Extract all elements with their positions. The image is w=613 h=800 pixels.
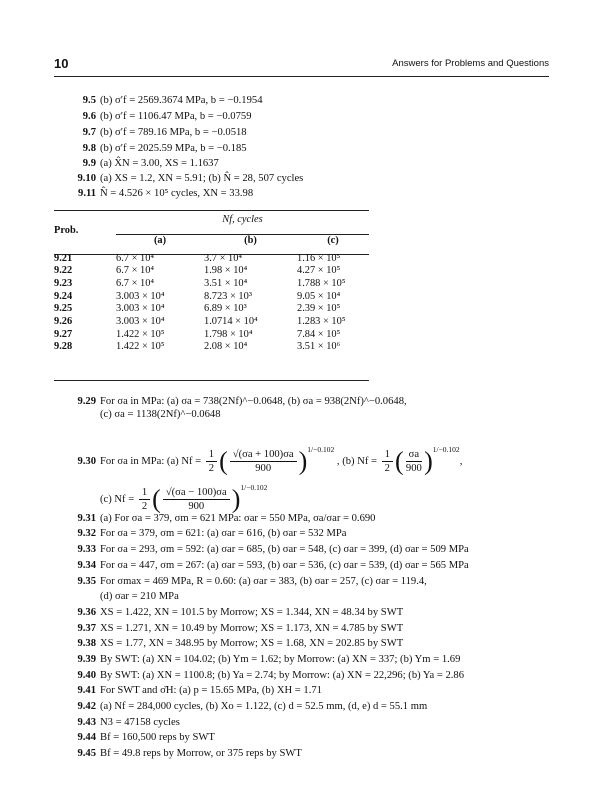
table-row: 9.24 3.003 × 10⁴ 8.723 × 10³ 9.05 × 10⁴	[54, 290, 341, 302]
running-title: Answers for Problems and Questions	[392, 58, 549, 69]
table-row: 9.27 1.422 × 10⁵ 1.798 × 10⁴ 7.84 × 10⁵	[54, 328, 341, 340]
table-row: 9.25 3.003 × 10⁴ 6.89 × 10³ 2.39 × 10⁵	[54, 303, 341, 315]
answer-line: 9.10 (a) XS = 1.2, XN = 5.91; (b) N̂ = 28, 507 cycles	[77, 173, 304, 184]
table-top-rule	[54, 210, 369, 211]
answer-929-cont: (c) σa = 1138(2Nf)^−0.0648	[100, 409, 221, 420]
col-header-c: (c)	[327, 235, 339, 247]
answer-line: 9.31 (a) For σa = 379, σm = 621 MPa: σar = 550 MPa, σa/σar = 0.690	[77, 513, 376, 524]
answer-line: 9.8 (b) σ′f = 2025.59 MPa, b = −0.185	[82, 143, 247, 154]
answer-line: 9.33 For σa = 293, σm = 592: (a) σar = 685, (b) σar = 548, (c) σar = 399, (d) σar = 509 MPa	[77, 544, 469, 555]
row-header: Prob.	[54, 224, 79, 236]
fraction-c: $\frac{√(\sigma a - 100)\sigma a}{900}$	[163, 486, 230, 513]
answer-line: 9.32 For σa = 379, σm = 621: (a) σar = 616, (b) σar = 532 MPa	[77, 528, 347, 539]
answer-line: 9.45 Bf = 49.8 reps by Morrow, or 375 reps by SWT	[77, 748, 302, 759]
page-number: 10	[54, 56, 69, 71]
fraction-a: $\frac{√(\sigma a + 100)\sigma a}{900}$	[230, 448, 297, 475]
answer-930-c: (c) Nf = $\frac{1}{2}$ ( $\frac{√(\sigma a - 100)\sigma a}{900}$ )$^{1/-0.102}$	[100, 483, 268, 514]
answer-line: 9.9 (a) X̂N = 3.00, XS = 1.1637	[82, 158, 219, 169]
table-bottom-rule	[54, 380, 369, 381]
col-header-a: (a)	[153, 235, 167, 247]
answer-line: 9.35 For σmax = 469 MPa, R = 0.60: (a) σar = 383, (b) σar = 257, (c) σar = 119.4,	[77, 576, 427, 587]
answer-line: 9.39 By SWT: (a) XN = 104.02; (b) Ym = 1.62; by Morrow: (a) XN = 337; (b) Ym = 1.69	[77, 654, 461, 665]
answer-line: 9.43 N3 = 47158 cycles	[77, 717, 180, 728]
table-row: 9.23 6.7 × 10⁴ 3.51 × 10⁴ 1.788 × 10⁵	[54, 277, 346, 289]
answer-line: (d) σar = 210 MPa	[100, 591, 179, 602]
answer-line: 9.40 By SWT: (a) XN = 1100.8; (b) Ya = 2.74; by Morrow: (a) XN = 22,296; (b) Ya = 2.86	[77, 670, 465, 681]
answer-line: 9.11 N̂ = 4.526 × 10⁵ cycles, XN = 33.98	[78, 188, 254, 199]
answer-line: 9.41 For SWT and σ̄H: (a) p = 15.65 MPa, (b) XH = 1.71	[77, 685, 322, 696]
fraction-half-c: $\frac{1}{2}$	[139, 486, 150, 513]
table-row: 9.22 6.7 × 10⁴ 1.98 × 10⁴ 4.27 × 10⁵	[54, 265, 341, 277]
answer-line: 9.5 (b) σ′f = 2569.3674 MPa, b = −0.1954	[82, 95, 263, 106]
page-header	[54, 56, 549, 77]
answer-line: 9.44 Bf = 160,500 reps by SWT	[77, 732, 215, 743]
answer-line: 9.7 (b) σ′f = 789.16 MPa, b = −0.0518	[82, 127, 247, 138]
answer-line: 9.42 (a) Nf = 284,000 cycles, (b) Xo = 1.122, (c) d = 52.5 mm, (d, e) d = 55.1 mm	[77, 701, 428, 712]
fraction-b: $\frac{\sigma a}{900}$	[405, 449, 422, 475]
answer-line: 9.6 (b) σ′f = 1106.47 MPa, b = −0.0759	[82, 111, 252, 122]
answer-930: 9.30 For σa in MPa: (a) Nf = $\frac{1}{2}$ ( $\frac{√(\sigma a + 100)\sigma a}{900}$ )$^{1/-0.102}$ , (b) Nf = $\frac{1}{2}$ ( $\frac{\sigma a}{900}$ )$^{1/-0.102}$,	[77, 445, 463, 476]
answer-line: 9.34 For σa = 447, σm = 267: (a) σar = 593, (b) σar = 536, (c) σar = 539, (d) σar = 565 MPa	[77, 560, 469, 571]
answer-929: 9.29 For σa in MPa: (a) σa = 738(2Nf)^−0.0648, (b) σa = 938(2Nf)^−0.0648,	[77, 396, 407, 407]
answer-line: 9.38 XS = 1.77, XN = 348.95 by Morrow; XS = 1.68, XN = 202.85 by SWT	[77, 638, 404, 649]
table-row: 9.26 3.003 × 10⁴ 1.0714 × 10⁴ 1.283 × 10⁵	[54, 315, 346, 327]
fraction-half: $\frac{1}{2}$	[206, 448, 217, 475]
table-row: 9.21 6.7 × 10⁴ 3.7 × 10⁴ 1.16 × 10⁵	[54, 252, 341, 264]
answer-line: 9.37 XS = 1.271, XN = 10.49 by Morrow; XS = 1.173, XN = 4.785 by SWT	[77, 623, 404, 634]
cycles-table	[54, 213, 369, 353]
group-header: Nf, cycles	[222, 213, 263, 225]
answer-line: 9.36 XS = 1.422, XN = 101.5 by Morrow; XS = 1.344, XN = 48.34 by SWT	[77, 607, 404, 618]
fraction-half-b: $\frac{1}{2}$	[382, 448, 393, 475]
table-row: 9.28 1.422 × 10⁵ 2.08 × 10⁴ 3.51 × 10⁶	[54, 341, 341, 353]
col-header-b: (b)	[244, 235, 257, 247]
